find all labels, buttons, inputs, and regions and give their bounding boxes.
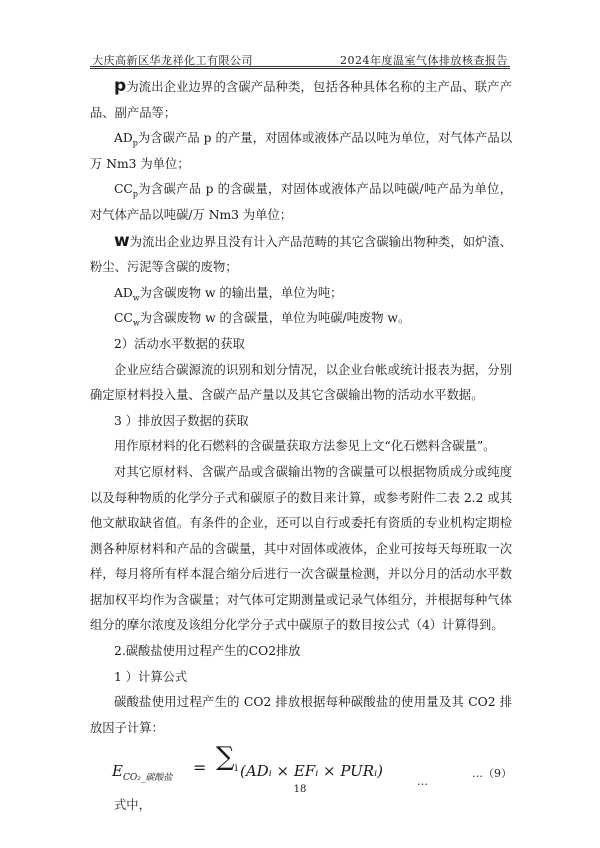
paragraph-ad-p: $AD_p$为含碳产品 p 的产量，对固体或液体产品以吨为单位，对气体产品以万 Nm3 为单位； — [90, 131, 512, 171]
symbol-p: p — [114, 76, 127, 96]
paragraph-factor-2: 对其它原材料、含碳产品或含碳输出物的含碳量可以根据物质成分或纯度以及每种物质的化学分子式和碳原子的数目来计算，或参考附件二表 2.2 或其他文献取缺省值。有条件的企业，还可以自行或委托有资质的专业机构定期检测各种原材料和产品的含碳量，其中对固体或液体，企业可按每天每班取一次样，每月将所有样本混合缩分后进行一次含碳量检测，并以分月的活动水平数据加权平均作为含碳量；对气体可定期测量或记录气体组分，并根据每种气体组分的摩尔浓度及该组分化学分子式中碳原子的数目按公式（4）计算得到。 — [90, 464, 512, 633]
paragraph-activity: 企业应结合碳源流的识别和划分情况，以企业台帐或统计报表为据，分别确定原材料投入量、含碳产品产量以及其它含碳输出物的活动水平数据。 — [90, 362, 512, 403]
paragraph-where: 式中， — [114, 798, 151, 813]
document-body — [90, 74, 512, 819]
paragraph-w-definition: w为流出企业边界且没有计入产品范畴的其它含碳输出物种类，如炉渣、粉尘、污泥等含碳的废物； — [90, 230, 512, 275]
equation-trailing-dots: … — [417, 775, 428, 789]
section-heading-factor: 3 ）排放因子数据的获取 — [114, 413, 249, 428]
header-rule — [90, 66, 510, 67]
header-company: 大庆高新区华龙祥化工有限公司 — [92, 54, 253, 67]
paragraph-cc-w: $CC_w$为含碳废物 w 的含碳量，单位为吨碳/吨废物 w。 — [114, 311, 411, 328]
equation-number: …（9） — [472, 767, 512, 781]
symbol-w: w — [114, 230, 130, 251]
summation-symbol: $\sum_i$ — [216, 742, 238, 775]
equation-rhs: (ADᵢ × EFᵢ × PURᵢ) — [240, 762, 383, 781]
header-rule-secondary — [90, 68, 510, 69]
equation-lhs: $E_{CO_2\_碳酸盐}$ — [112, 762, 173, 784]
paragraph-carbonate: 碳酸盐使用过程产生的 CO2 排放根据每种碳酸盐的使用量及其 CO2 排放因子计算： — [90, 695, 512, 735]
equation-equals: = — [193, 758, 207, 778]
section-heading-activity: 2）活动水平数据的获取 — [114, 336, 245, 351]
section-heading-formula: 1 ）计算公式 — [114, 669, 188, 684]
paragraph-p-definition: p为流出企业边界的含碳产品种类，包括各种具体名称的主产品、联产产品、副产品等； — [90, 76, 512, 120]
page-number: 18 — [293, 784, 307, 795]
section-heading-carbonate: 2.碳酸盐使用过程产生的CO2排放 — [114, 644, 301, 659]
header-report-title: 2024年度温室气体排放核查报告 — [340, 54, 508, 67]
paragraph-ad-w: $AD_w$为含碳废物 w 的输出量，单位为吨； — [114, 285, 343, 303]
paragraph-factor-1: 用作原材料的化石燃料的含碳量获取方法参见上文“化石燃料含碳量”。 — [114, 439, 496, 454]
paragraph-cc-p: $CC_p$为含碳产品 p 的含碳量，对固体或液体产品以吨碳/吨产品为单位，对气体产品以吨碳/万 Nm3 为单位； — [90, 182, 512, 222]
